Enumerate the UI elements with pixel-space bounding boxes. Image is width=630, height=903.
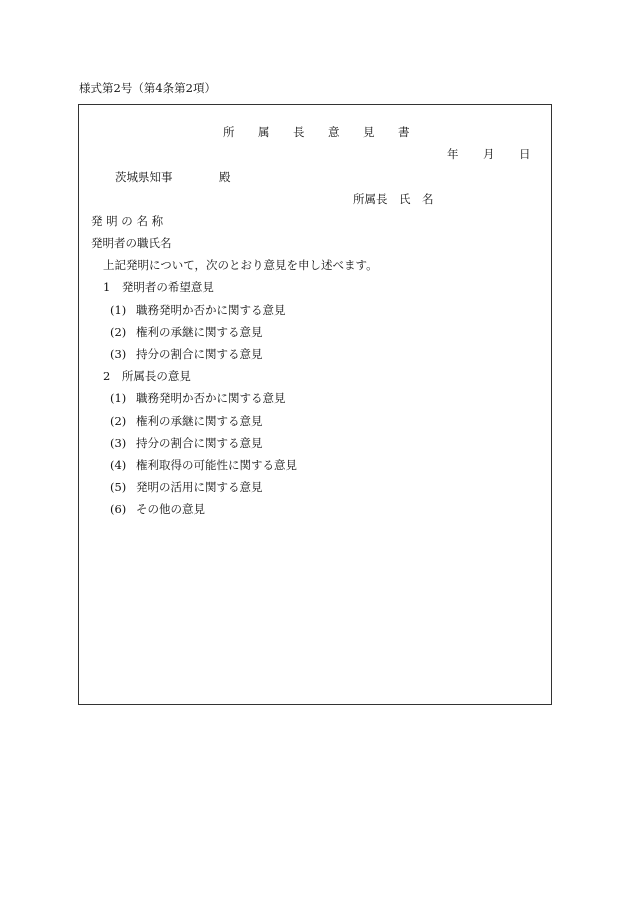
list-item [110, 414, 263, 428]
list-item [110, 458, 297, 472]
item-number: (3) [110, 436, 127, 450]
item-text: 権利の承継に関する意見 [136, 414, 263, 428]
item-text: 持分の割合に関する意見 [136, 436, 263, 450]
list-item [110, 347, 263, 361]
item-text: 発明の活用に関する意見 [136, 480, 263, 494]
item-number: (3) [110, 347, 127, 361]
item-number: (2) [110, 325, 127, 339]
item-text: 権利取得の可能性に関する意見 [136, 458, 297, 472]
item-text: 職務発明か否かに関する意見 [136, 303, 286, 317]
title-char: 長 [293, 125, 305, 139]
date-month: 月 [483, 147, 495, 161]
date-year: 年 [447, 147, 459, 161]
item-number: (4) [110, 458, 127, 472]
item-text: その他の意見 [136, 502, 205, 516]
list-item [110, 391, 286, 405]
intro-text: 上記発明について，次のとおり意見を申し述べます。 [103, 258, 378, 272]
title-char: 書 [398, 125, 410, 139]
item-number: (1) [110, 391, 127, 405]
title-char: 意 [328, 125, 340, 139]
list-item [110, 325, 263, 339]
honorific: 殿 [219, 170, 231, 184]
addressee: 茨城県知事 [115, 170, 173, 184]
list-item [110, 303, 286, 317]
item-number: (1) [110, 303, 127, 317]
item-number: (5) [110, 480, 127, 494]
list-item [110, 436, 263, 450]
section1-heading: 1 発明者の希望意見 [103, 280, 214, 294]
form-number-label: 様式第2号（第4条第2項） [79, 81, 216, 95]
item-text: 職務発明か否かに関する意見 [136, 391, 286, 405]
inventor-title-label: 発明者の職氏名 [91, 236, 172, 250]
opinion-form-box [78, 104, 552, 705]
item-text: 権利の承継に関する意見 [136, 325, 263, 339]
date-day: 日 [519, 147, 531, 161]
title-char: 属 [258, 125, 270, 139]
section2-heading: 2 所属長の意見 [103, 369, 191, 383]
title-char: 所 [223, 125, 235, 139]
item-text: 持分の割合に関する意見 [136, 347, 263, 361]
item-number: (2) [110, 414, 127, 428]
title-char: 見 [363, 125, 375, 139]
signer-label: 所属長 氏 名 [353, 192, 434, 206]
list-item [110, 502, 205, 516]
invention-name-label: 発 明 の 名 称 [91, 214, 164, 228]
item-number: (6) [110, 502, 127, 516]
list-item [110, 480, 263, 494]
